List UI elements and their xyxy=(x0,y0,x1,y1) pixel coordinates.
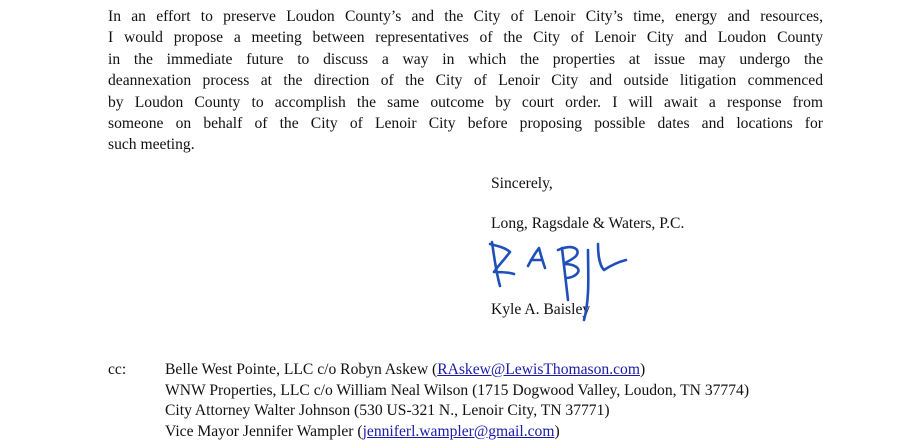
cc-recipient-text: ) xyxy=(554,422,560,440)
body-line: In an effort to preserve Loudon County’s and the City of Lenoir City’s time, energy and resources, xyxy=(108,8,823,25)
cc-recipient xyxy=(165,360,749,381)
cc-recipient-list xyxy=(165,360,749,442)
cc-recipient-text: City Attorney Walter Johnson (530 US-321 N., Lenoir City, TN 37771) xyxy=(165,402,610,420)
letter-body-paragraph xyxy=(108,6,823,156)
email-link[interactable]: jenniferl.wampler@gmail.com xyxy=(362,422,555,440)
cc-recipient-text: WNW Properties, LLC c/o William Neal Wilson (1715 Dogwood Valley, Loudon, TN 37774) xyxy=(165,381,750,399)
cc-recipient xyxy=(165,381,749,402)
body-line: deannexation process at the direction of the City of Lenoir City and outside litigation commenced xyxy=(108,72,823,90)
body-line: by Loudon County to accomplish the same outcome by court order. I will await a response from xyxy=(108,93,823,111)
cc-recipient-text: ) xyxy=(639,361,646,378)
signer-name: Kyle A. Baisley xyxy=(491,301,591,318)
firm-name: Long, Ragsdale & Waters, P.C. xyxy=(491,215,685,232)
cc-label: cc: xyxy=(108,361,127,378)
cc-recipient xyxy=(165,401,749,422)
cc-recipient xyxy=(165,422,749,442)
handwritten-signature xyxy=(484,232,644,324)
email-link[interactable]: RAskew@LewisThomason.com xyxy=(437,361,640,378)
body-line: I would propose a meeting between representatives of the City of Lenoir City and Loudon County xyxy=(108,29,823,47)
body-line: such meeting. xyxy=(108,136,195,154)
closing-salutation: Sincerely, xyxy=(491,175,553,192)
cc-recipient-text: Belle West Pointe, LLC c/o Robyn Askew ( xyxy=(165,361,438,378)
body-line: someone on behalf of the City of Lenoir City before proposing possible dates and locations for xyxy=(108,115,823,133)
body-line: in the immediate future to discuss a way in which the properties at issue may undergo the xyxy=(108,50,823,68)
cc-recipient-text: Vice Mayor Jennifer Wampler ( xyxy=(165,422,363,440)
